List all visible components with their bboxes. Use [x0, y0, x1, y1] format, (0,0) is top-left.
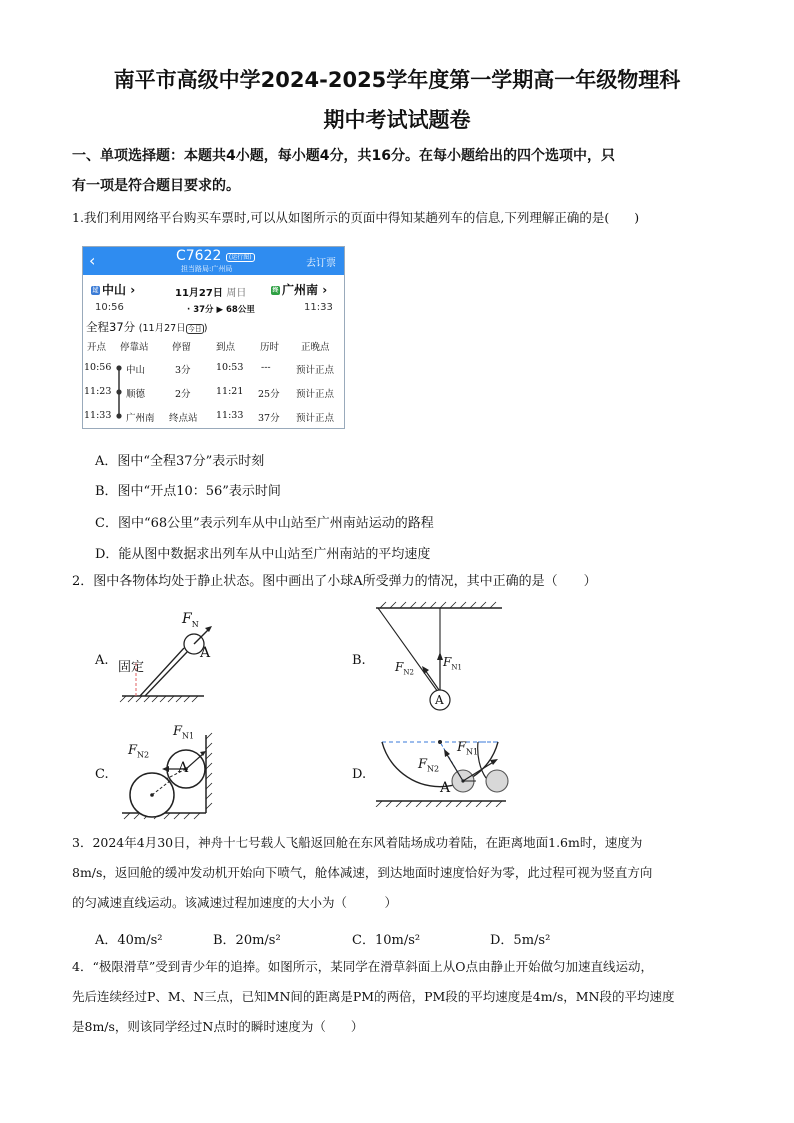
- col-header-depart: 开点: [87, 342, 107, 353]
- q3-option-d: D．5m/s²: [490, 933, 551, 948]
- q2-label-a: A.: [95, 653, 109, 668]
- q3-line1: 3．2024年4月30日，神舟十七号载人飞船返回舱在东风着陆场成功着陆，在距离地面1.6m时，速度为: [72, 835, 643, 850]
- col-header-ontime: 正晚点: [301, 342, 330, 353]
- row1-ontime: 预计正点: [296, 365, 335, 376]
- from-station: 过 中山 ›: [92, 283, 136, 297]
- arrive-time: 11:33: [304, 302, 333, 313]
- row3-elapsed: 37分: [258, 413, 280, 424]
- ball-d-label: A: [440, 780, 451, 796]
- force-fn2-label-b: $F_{N2}$: [395, 660, 414, 677]
- exam-title-line1: 南平市高级中学2024-2025学年度第一学期高一年级物理科: [113, 68, 681, 92]
- duration-distance: · 37分 ▶ 68公里: [187, 305, 255, 315]
- force-fn1-label-c: $F_{N1}$: [173, 724, 195, 741]
- q1-option-d: D．能从图中数据求出列车从中山站至广州南站的平均速度: [95, 547, 431, 562]
- q1-stem: 1.我们利用网络平台购买车票时,可以从如图所示的页面中得知某趟列车的信息,下列理解正确的是( ): [72, 210, 640, 225]
- terminal-badge: 终: [272, 287, 279, 294]
- fixed-label: 固定: [118, 660, 145, 675]
- section-line1: 一、单项选择题：本题共4小题，每小题4分，共16分。在每小题给出的四个选项中，只: [72, 148, 615, 164]
- row2-arrive: 11:21: [216, 386, 244, 397]
- q3-line2: 8m/s，返回舱的缓冲发动机开始向下喷气，舱体减速，到达地面时速度恰好为零，此过程可视为竖直方向: [72, 865, 653, 880]
- q2-stem: 2．图中各物体均处于静止状态。图中画出了小球A所受弹力的情况，其中正确的是（ ）: [72, 574, 597, 589]
- row1-station: 中山: [126, 365, 146, 376]
- q2-diagram-c: [120, 725, 220, 820]
- pass-badge: 过: [92, 287, 99, 294]
- buy-ticket-button[interactable]: 去订票: [306, 258, 336, 269]
- force-fn1-label-b: $F_{N1}$: [443, 655, 462, 672]
- q2-diagram-d: [374, 735, 514, 807]
- row3-station: 广州南: [126, 413, 155, 424]
- ball-a-label: A: [200, 645, 211, 661]
- q1-option-b: B．图中“开点10：56”表示时间: [95, 484, 281, 499]
- train-number: C7622 (运行图): [176, 248, 255, 264]
- row1-arrive: 10:53: [216, 362, 244, 373]
- section-heading: [72, 141, 732, 201]
- row3-stay: 终点站: [169, 413, 198, 424]
- back-arrow-icon[interactable]: ‹: [89, 251, 96, 270]
- timeline-svg: [83, 247, 344, 428]
- col-header-arrive: 到点: [216, 342, 236, 353]
- row2-depart: 11:23: [84, 386, 112, 397]
- force-fn1-label-d: $F_{N1}$: [457, 740, 479, 757]
- force-fn2-label-c: $F_{N2}$: [128, 743, 150, 760]
- q2-label-c: C.: [95, 767, 109, 782]
- ticket-date: 11月27日 周日: [175, 288, 247, 299]
- col-header-station: 停靠站: [120, 342, 149, 353]
- to-station: 终 广州南 ›: [272, 283, 328, 297]
- exam-title-line2: 期中考试试题卷: [323, 108, 471, 132]
- q1-option-c: C．图中“68公里”表示列车从中山站至广州南站运动的路程: [95, 516, 434, 531]
- q4-line3: 是8m/s，则该同学经过N点时的瞬时速度为（ ）: [72, 1019, 364, 1034]
- row2-ontime: 预计正点: [296, 389, 335, 400]
- ball-b-label: A: [435, 693, 444, 707]
- row1-stay: 3分: [175, 365, 191, 376]
- q3-option-c: C．10m/s²: [352, 933, 421, 948]
- q3-option-a: A．40m/s²: [95, 933, 163, 948]
- force-fn2-label-d: $F_{N2}$: [418, 757, 440, 774]
- q2-label-b: B.: [352, 653, 366, 668]
- row3-arrive: 11:33: [216, 410, 244, 421]
- journey-summary: 全程37分 (11月27日 今日 ): [86, 320, 208, 334]
- row3-ontime: 预计正点: [296, 413, 335, 424]
- row1-depart: 10:56: [84, 362, 112, 373]
- col-header-stay: 停留: [172, 342, 192, 353]
- train-tag: (运行图): [226, 253, 255, 262]
- depart-time: 10:56: [95, 302, 124, 313]
- row1-elapsed: ---: [261, 362, 271, 373]
- train-ticket-image: [82, 246, 345, 429]
- q3-line3: 的匀减速直线运动。该减速过程加速度的大小为（ ）: [72, 895, 398, 910]
- ball-c-label: A: [178, 760, 189, 776]
- q3-option-b: B．20m/s²: [213, 933, 281, 948]
- train-bureau: 担当路局:广州局: [181, 265, 233, 273]
- row2-station: 顺德: [126, 389, 146, 400]
- col-header-elapsed: 历时: [260, 342, 280, 353]
- row3-depart: 11:33: [84, 410, 112, 421]
- force-fn-label: $F_N$: [182, 611, 199, 629]
- section-line2: 有一项是符合题目要求的。: [72, 178, 240, 194]
- q4-line2: 先后连续经过P、M、N三点，已知MN间的距离是PM的两倍，PM段的平均速度是4m/s，MN段的平均速度: [72, 989, 675, 1004]
- row2-stay: 2分: [175, 389, 191, 400]
- q2-label-d: D.: [352, 767, 367, 782]
- q4-line1: 4．“极限滑草”受到青少年的追捧。如图所示，某同学在滑草斜面上从O点由静止开始做匀加速直线运动，: [72, 959, 653, 974]
- row2-elapsed: 25分: [258, 389, 280, 400]
- q1-option-a: A．图中“全程37分”表示时刻: [95, 454, 265, 469]
